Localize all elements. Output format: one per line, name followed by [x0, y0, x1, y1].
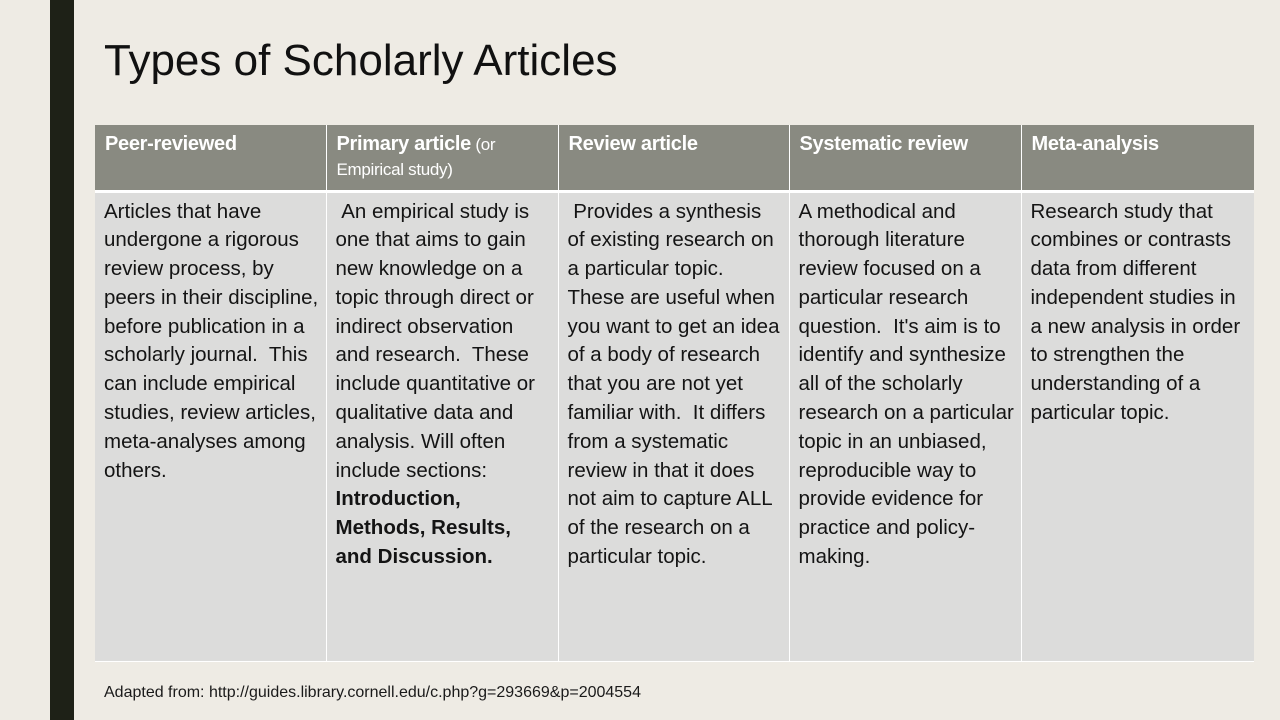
cell-primary-article	[326, 191, 558, 661]
source-citation: Adapted from: http://guides.library.cornell.edu/c.php?g=293669&p=2004554	[104, 684, 641, 701]
cell-text: Articles that have undergone a rigorous review process, by peers in their discipline, before publication in a scholarly journal. This can include empirical studies, review articles, meta-analyses among others.	[104, 199, 324, 482]
slide-title: Types of Scholarly Articles	[104, 36, 618, 85]
accent-bar	[50, 0, 74, 720]
cell-meta-analysis	[1021, 191, 1254, 661]
header-meta-analysis	[1021, 125, 1254, 191]
cell-text: An empirical study is one that aims to gain new knowledge on a topic through direct or indirect observation and research. These include quantitative or qualitative data and analysis. Will often include sections:	[335, 199, 541, 482]
cell-text: Provides a synthesis of existing research on a particular topic. These are useful when you want to get an idea of a body of research that you are not yet familiar with. It differs from a systematic review in that it does not aim to capture ALL of the research on a particular topic.	[567, 199, 786, 569]
header-label: Primary article	[336, 133, 471, 155]
cell-bold-sections: Introduction, Methods, Results, and Discussion.	[335, 487, 517, 569]
cell-text: A methodical and thorough literature review focused on a particular research question. It's aim is to identify and synthesize all of the scholarly research on a particular topic in an unbiased, reproducible way to provide evidence for practice and policy-making.	[798, 199, 1020, 569]
table-header-row	[95, 125, 1254, 191]
cell-review-article	[558, 191, 789, 661]
header-label: Peer-reviewed	[105, 133, 237, 155]
header-sublabel: (or Empirical study)	[336, 135, 496, 179]
header-review-article	[558, 125, 789, 191]
header-label: Meta-analysis	[1031, 133, 1159, 155]
header-primary-article	[326, 125, 558, 191]
header-systematic-review	[789, 125, 1021, 191]
article-types-table	[95, 125, 1254, 662]
table-row	[95, 191, 1254, 661]
left-margin-band	[0, 0, 50, 720]
cell-peer-reviewed	[95, 191, 326, 661]
header-label: Systematic review	[799, 133, 968, 155]
cell-systematic-review	[789, 191, 1021, 661]
header-label: Review article	[568, 133, 698, 155]
cell-text: Research study that combines or contrasts data from different independent studies in a new analysis in order to strengthen the understanding of a particular topic.	[1030, 199, 1246, 425]
header-peer-reviewed	[95, 125, 326, 191]
